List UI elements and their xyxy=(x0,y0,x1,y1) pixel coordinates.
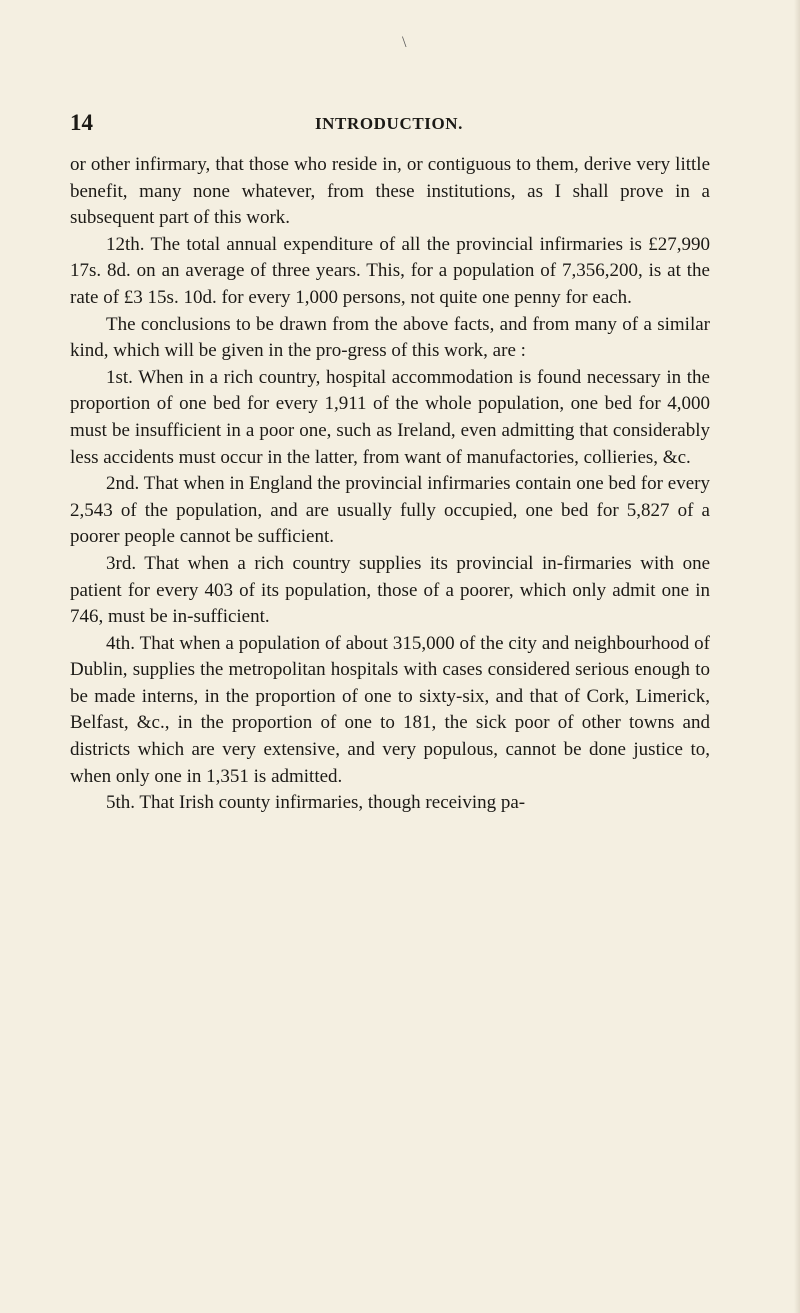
page-number: 14 xyxy=(70,110,93,135)
paragraph-4th-conclusion: 4th. That when a population of about 315,000 of the city and neighbourhood of Dublin, supplies the metropolitan hospitals with cases considered serious enough to be made interns, in the proportion of one to sixty-six, and that of Cork, Limerick, Belfast, &c., in the proportion of one to 181, the sick poor of other towns and districts which are very extensive, and very populous, cannot be done justice to, when only one in 1,351 is admitted. xyxy=(70,632,710,787)
paragraph-1st-conclusion: 1st. When in a rich country, hospital accommodation is found necessary in the proportion of one bed for every 1,911 of the whole population, one bed for 4,000 must be insufficient in a poor one, such as Ireland, even admitting that considerably less accidents must occur in the latter, from want of manufactories, collieries, &c. xyxy=(70,366,710,468)
page-header xyxy=(70,110,708,140)
running-head: INTRODUCTION. xyxy=(314,114,464,133)
body-text xyxy=(70,152,710,817)
paragraph-conclusions-intro: The conclusions to be drawn from the above facts, and from many of a similar kind, which will be given in the pro-gress of this work, are : xyxy=(70,313,710,362)
paragraph-2nd-conclusion: 2nd. That when in England the provincial infirmaries contain one bed for every 2,543 of the population, and are usually fully occupied, one bed for 5,827 of a poorer people cannot be sufficient. xyxy=(70,473,710,548)
paragraph-continuation: or other infirmary, that those who reside in, or contiguous to them, derive very little benefit, many none whatever, from these institutions, as I shall prove in a subsequent part of this work. xyxy=(70,154,710,229)
top-margin-mark: \ xyxy=(402,34,407,51)
paragraph-12th-expenditure: 12th. The total annual expenditure of all the provincial infirmaries is £27,990 17s. 8d. on an average of three years. This, for a population of 7,356,200, is at the rate of £3 15s. 10d. for every 1,000 persons, not quite one penny for each. xyxy=(70,233,710,308)
paragraph-5th-conclusion: 5th. That Irish county infirmaries, though receiving pa- xyxy=(106,792,526,814)
paragraph-3rd-conclusion: 3rd. That when a rich country supplies its provincial in-firmaries with one patient for every 403 of its population, those of a poorer, which only admit one in 746, must be in-sufficient. xyxy=(70,552,710,628)
page-edge-shadow xyxy=(794,0,800,1313)
